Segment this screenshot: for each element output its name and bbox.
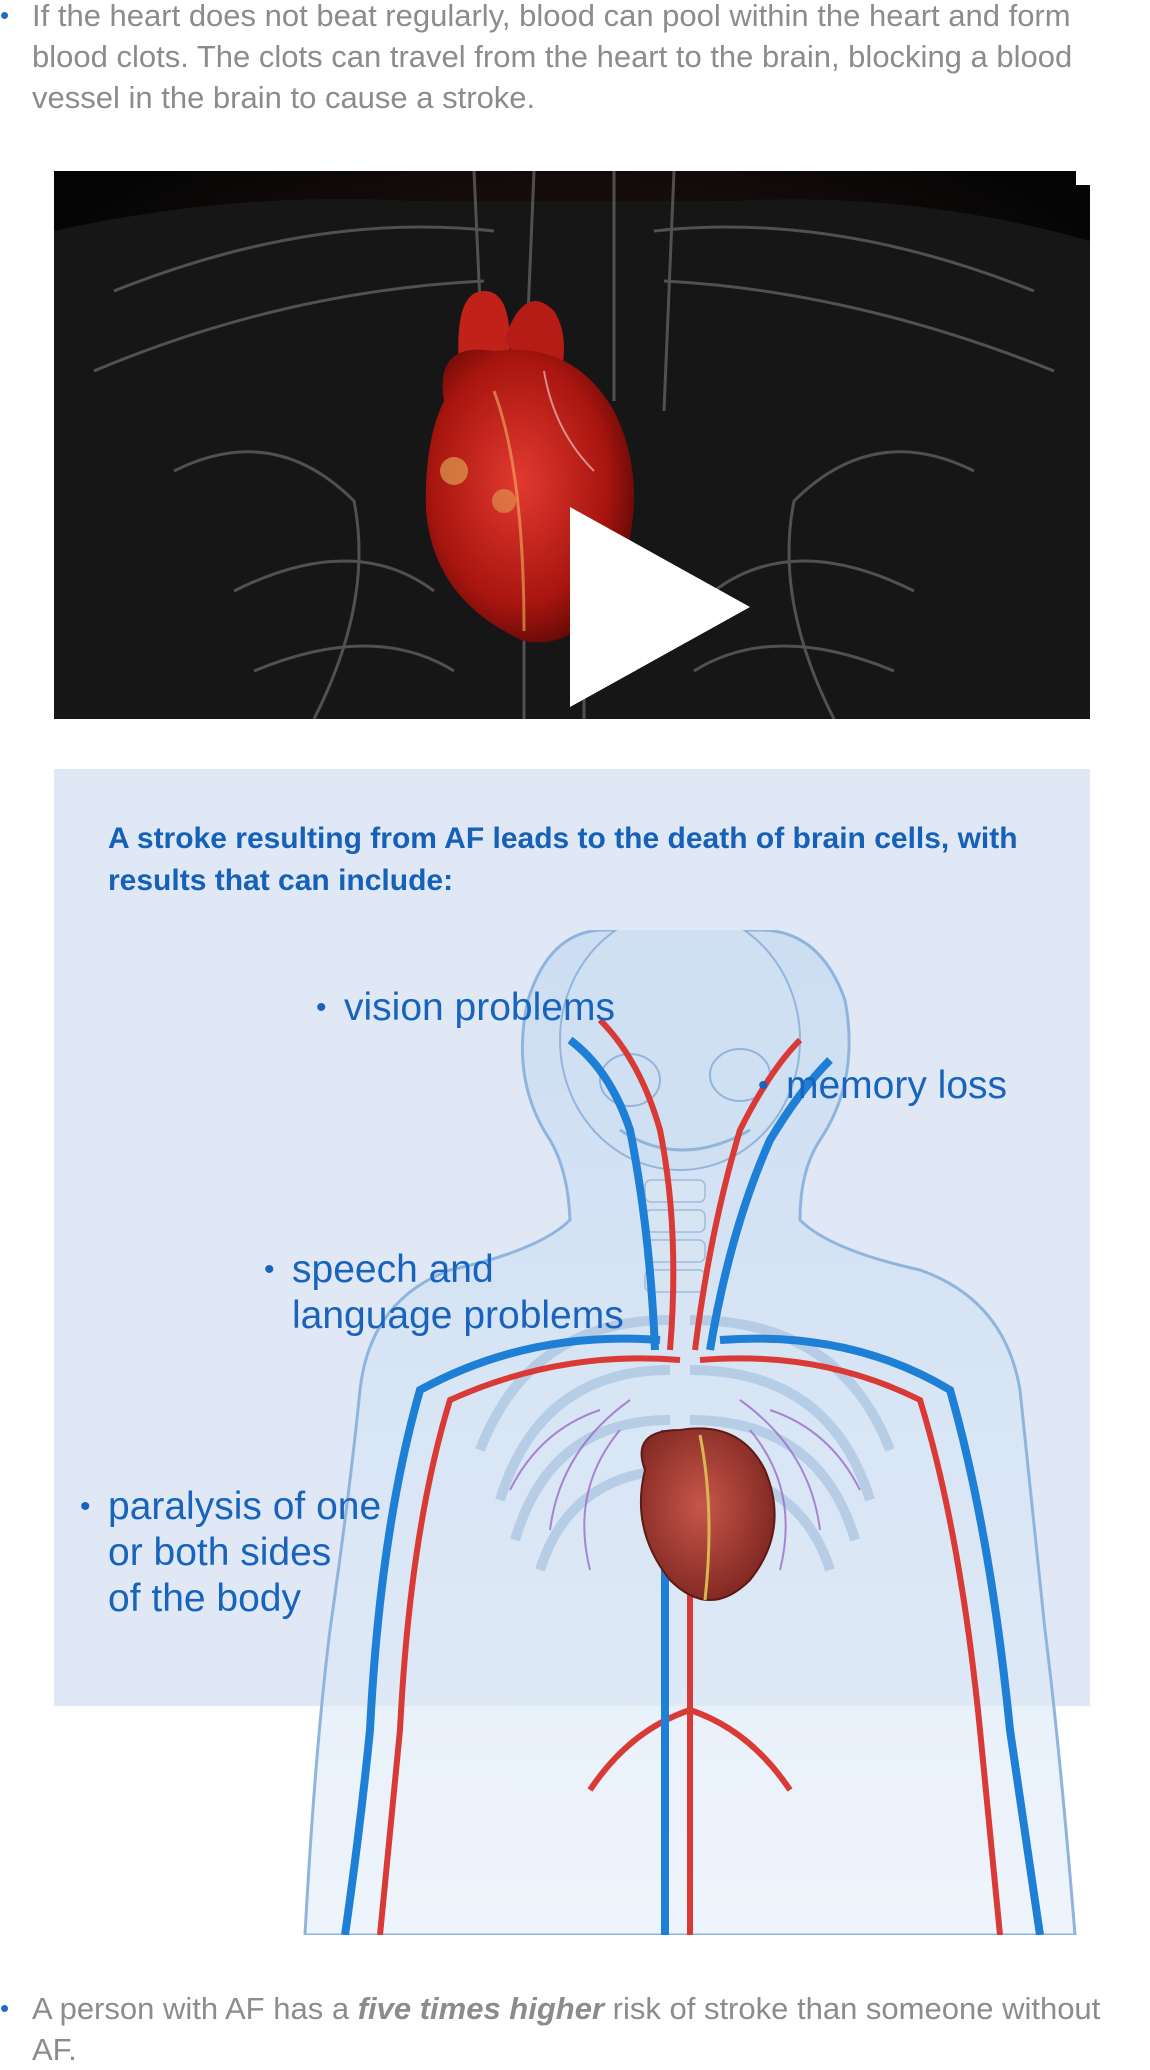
bullet-text: If the heart does not beat regularly, blood can pool within the heart and form blood clots. The clots can travel from the heart to the brain, blocking a blood vessel in the brain to cause a stroke. — [32, 0, 1073, 115]
bullet-dot: • — [0, 1993, 10, 2023]
bullet-item-five-times-risk — [0, 1988, 1150, 2068]
play-icon[interactable] — [570, 507, 750, 707]
risk-emphasis: five times higher — [357, 1991, 605, 2026]
video-player[interactable] — [54, 171, 1090, 719]
video-corner-mark — [1076, 171, 1090, 185]
effect-label: vision problems — [344, 986, 615, 1029]
bullet-dot: • — [316, 991, 327, 1024]
bullet-text — [32, 1988, 1150, 2070]
effect-speech-language-problems — [264, 1247, 624, 1339]
bullet-dot: • — [80, 1490, 91, 1523]
risk-text-before: A person with AF has a — [32, 1991, 358, 2026]
risk-text-after: risk of stroke than someone without AF. — [32, 1991, 1101, 2067]
effect-memory-loss — [758, 1063, 1007, 1109]
bullet-dot: • — [264, 1253, 275, 1286]
effect-label: paralysis of one or both sides of the body — [108, 1485, 382, 1620]
bullet-item-blood-clots — [0, 0, 1150, 120]
effect-vision-problems — [316, 985, 615, 1031]
effect-label: speech and language problems — [292, 1248, 624, 1337]
effect-label: memory loss — [786, 1064, 1008, 1107]
bullet-dot: • — [0, 0, 10, 30]
bullet-dot: • — [758, 1069, 769, 1102]
panel-heading: A stroke resulting from AF leads to the death of brain cells, with results that can include: — [108, 822, 1018, 897]
effect-paralysis — [80, 1484, 381, 1622]
